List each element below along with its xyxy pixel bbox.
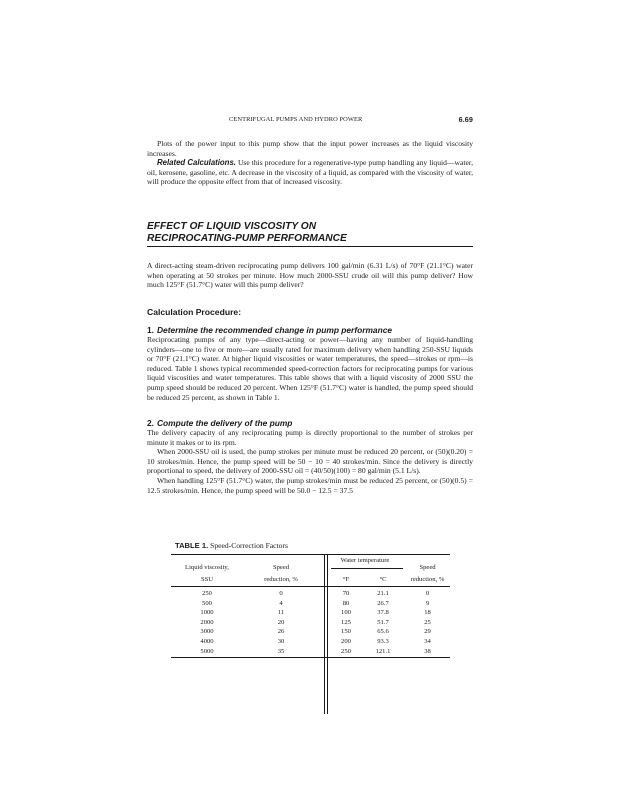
step-1-paragraph: Reciprocating pumps of any type—direct-acting or power—having any number of liquid-handling cylinders—one to five or more—are usually rated for maximum delivery when handling 250-SSU liquids or 70°F (21.1°C) water. At higher liquid viscosities or water temperatures, the speed—strokes or rpm—is reduced. Table 1 shows typical recommended speed-correction factors for reciprocating pumps for various liquid viscosities and water temperatures. This table shows that with a liquid viscosity of 2000 SSU the pump speed should be reduced 20 percent. When 125°F (51.7°C) water is handled, the pump speed should be reduced 25 percent, as shown in Table 1. bbox=[147, 335, 473, 402]
header-deg-f: °F bbox=[342, 576, 350, 583]
problem-statement: A direct-acting steam-driven reciprocating pump delivers 100 gal/min (6.31 L/s) of 70°F (21.1°C) water when operating at 50 strokes per minute. How much 2000-SSU crude oil will this pump deliver? How much 125°F (51.7°C) water will this pump deliver? bbox=[147, 261, 473, 290]
step-1-number: 1. bbox=[147, 325, 154, 335]
header-speed-2-line-1: Speed bbox=[419, 564, 436, 571]
table-cell-reduction: 35 bbox=[277, 647, 285, 655]
table-cell-reduction2: 0 bbox=[425, 590, 430, 597]
table-cell-ssu: 1000 bbox=[200, 609, 214, 617]
table-cell-ssu: 2000 bbox=[200, 618, 214, 626]
table-cell-ssu: 3000 bbox=[200, 628, 214, 636]
intro-block bbox=[147, 139, 473, 187]
section-title-line-1: EFFECT OF LIQUID VISCOSITY ON bbox=[147, 221, 317, 232]
table-cell-reduction2: 18 bbox=[424, 609, 431, 617]
table-cell-c: 21.1 bbox=[377, 590, 389, 597]
table-cell-c: 37.8 bbox=[377, 609, 389, 617]
section-heading bbox=[147, 221, 473, 247]
problem-block bbox=[147, 261, 473, 290]
table-cell-reduction2: 38 bbox=[424, 647, 431, 655]
table-caption bbox=[175, 541, 288, 550]
section-title-line-2: RECIPROCATING-PUMP PERFORMANCE bbox=[147, 233, 347, 244]
table-cell-f: 150 bbox=[341, 628, 351, 636]
header-speed-line-1: Speed bbox=[272, 564, 290, 571]
section-title-rule bbox=[147, 246, 473, 247]
related-calculations-label: Related Calculations. bbox=[157, 158, 236, 168]
step-2-paragraph-3: When handling 125°F (51.7°C) water, the pump strokes/min must be reduced 25 percent, or (50)(0.5) = 12.5 strokes/min. Hence, the pump speed will be 50.0 − 12.5 = 37.5 bbox=[147, 475, 473, 495]
table-cell-c: 93.3 bbox=[377, 638, 389, 645]
table-cell-reduction2: 9 bbox=[425, 599, 430, 607]
table-cell-f: 250 bbox=[341, 647, 351, 655]
table-cell-reduction: 30 bbox=[277, 638, 285, 645]
table-cell-ssu: 4000 bbox=[200, 638, 214, 645]
step-2 bbox=[147, 418, 473, 495]
table-cell-f: 200 bbox=[341, 638, 351, 645]
related-calculations-paragraph bbox=[147, 158, 473, 187]
table-bottom-rule bbox=[171, 657, 450, 658]
table-cell-f: 80 bbox=[342, 599, 350, 607]
running-head-title: CENTRIFUGAL PUMPS AND HYDRO POWER bbox=[229, 116, 363, 123]
table-cell-reduction: 0 bbox=[279, 590, 283, 597]
step-2-heading bbox=[147, 418, 473, 428]
step-2-title: Compute the delivery of the pump bbox=[157, 418, 293, 428]
step-1 bbox=[147, 325, 473, 402]
header-viscosity-line-1: Liquid viscosity, bbox=[185, 564, 229, 571]
table-cell-ssu: 250 bbox=[202, 590, 212, 597]
step-2-paragraph-2: When 2000-SSU oil is used, the pump strokes per minute must be reduced 20 percent, or (50)(0.20) = 10 strokes/min. Hence, the pump speed will be 50 − 10 = 40 strokes/min. Since the delivery is directly proportional to speed, the delivery of 2000-SSU oil = (40/50)(100) = 80 gal/min (5.1 L/s). bbox=[147, 447, 473, 476]
table-caption-text: Speed-Correction Factors bbox=[210, 541, 288, 550]
step-1-title: Determine the recommended change in pump performance bbox=[157, 325, 393, 335]
table-cell-f: 125 bbox=[341, 618, 351, 626]
table-cell-c: 65.6 bbox=[377, 628, 389, 636]
table-cell-reduction2: 34 bbox=[424, 638, 431, 645]
calc-heading-block bbox=[147, 307, 473, 317]
speed-correction-table bbox=[171, 554, 450, 714]
table-label: TABLE 1. bbox=[175, 541, 209, 550]
header-water-temperature: Water temperature bbox=[340, 557, 390, 564]
header-deg-c: °C bbox=[379, 576, 387, 583]
header-speed-2-line-2: reduction, % bbox=[410, 576, 445, 583]
water-temperature-rule bbox=[331, 568, 403, 569]
page-number: 6.69 bbox=[458, 115, 473, 124]
table-cell-ssu: 5000 bbox=[200, 647, 214, 655]
table-cell-reduction2: 29 bbox=[424, 628, 431, 636]
table-cell-f: 70 bbox=[342, 590, 350, 597]
step-2-number: 2. bbox=[147, 418, 154, 428]
table-top-rule bbox=[171, 554, 450, 555]
table-cell-c: 51.7 bbox=[377, 618, 389, 626]
table-cell-f: 100 bbox=[341, 609, 351, 617]
calculation-procedure-heading: Calculation Procedure: bbox=[147, 307, 242, 317]
step-1-heading bbox=[147, 325, 473, 335]
table-cell-reduction: 4 bbox=[279, 599, 283, 607]
table-cell-reduction2: 25 bbox=[424, 618, 431, 626]
related-calculations-text: Use this procedure for a regenerative-type pump handling any liquid—water, oil, kerosene, gasoline, etc. A decrease in the viscosity of a liquid, as compared with the viscosity of water, will produce the opposite effect from that of increased viscosity. bbox=[147, 158, 473, 187]
table-cell-ssu: 500 bbox=[202, 599, 212, 607]
table-cell-reduction: 11 bbox=[277, 609, 285, 617]
table-header-rule bbox=[171, 586, 450, 587]
table-cell-reduction: 26 bbox=[277, 628, 285, 636]
table-cell-reduction: 20 bbox=[277, 618, 285, 626]
intro-paragraph: Plots of the power input to this pump show that the input power increases as the liquid viscosity increases. bbox=[147, 139, 473, 158]
step-2-paragraph-1: The delivery capacity of any reciprocating pump is directly proportional to the number of strokes per minute it makes or to its rpm. bbox=[147, 428, 473, 447]
table-double-rule-left bbox=[324, 554, 325, 714]
table-cell-c: 26.7 bbox=[377, 599, 389, 607]
header-viscosity-line-2: SSU bbox=[200, 576, 214, 583]
header-speed-line-2: reduction, % bbox=[264, 576, 298, 583]
table-cell-c: 121.1 bbox=[375, 647, 391, 655]
